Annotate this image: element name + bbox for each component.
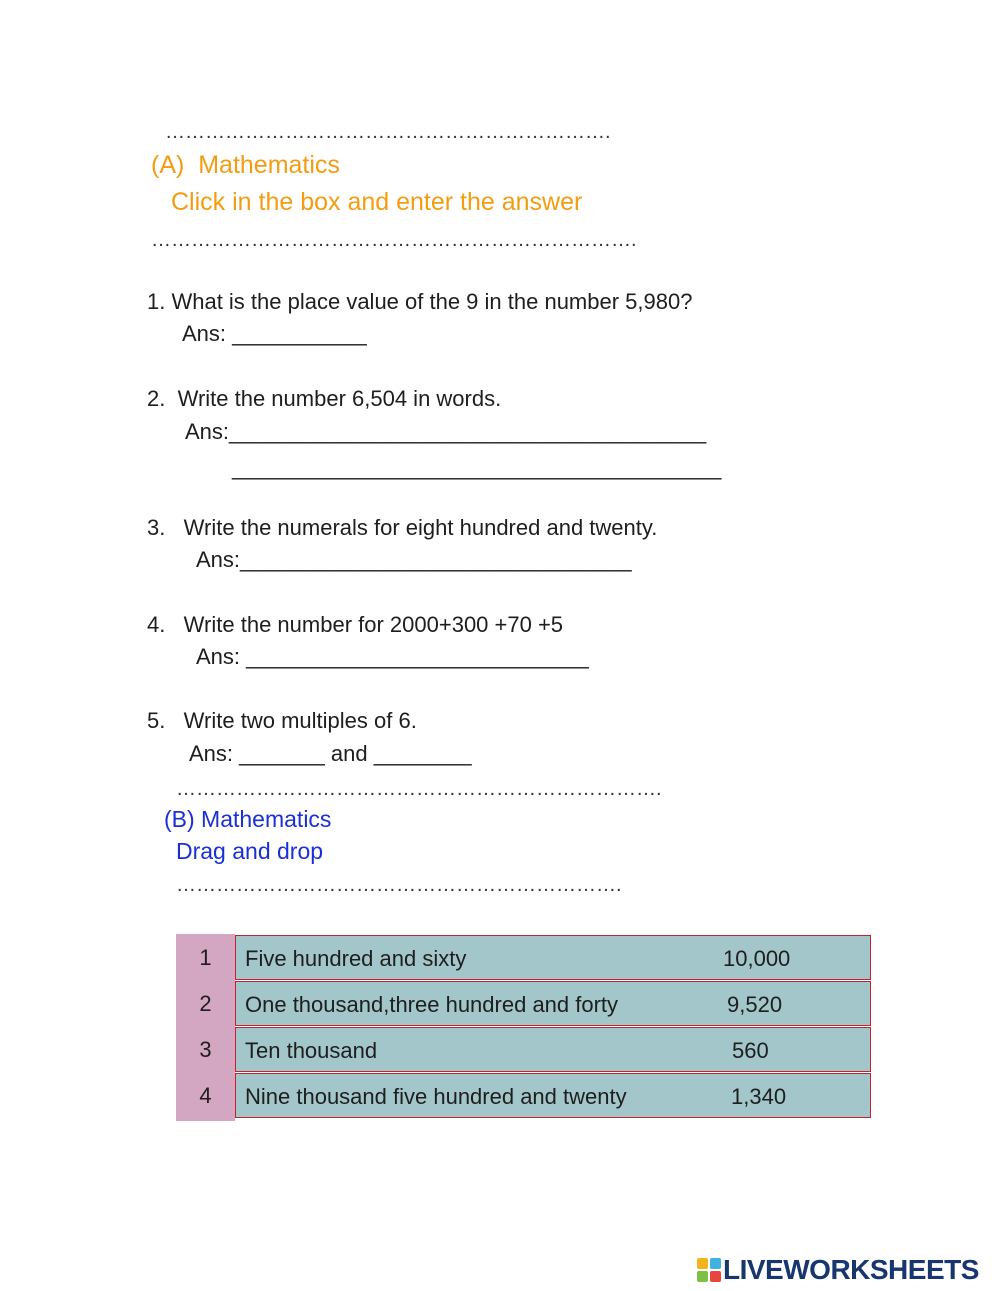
answer-2-field-line-2[interactable]: ________________________________________ [232, 455, 722, 480]
row-value[interactable]: 1,340 [731, 1084, 787, 1109]
answer-4-field[interactable]: Ans: ____________________________ [196, 644, 589, 669]
question-4: 4. Write the number for 2000+300 +70 +5 [147, 612, 564, 637]
question-3: 3. Write the numerals for eight hundred and twenty. [147, 515, 658, 540]
row-text: One thousand,three hundred and forty [245, 992, 619, 1017]
row-number: 2 [199, 991, 212, 1016]
answer-3-field[interactable]: Ans:________________________________ [196, 547, 632, 572]
question-2: 2. Write the number 6,504 in words. [147, 386, 502, 411]
row-text: Five hundred and sixty [245, 946, 467, 971]
row-value[interactable]: 10,000 [723, 946, 791, 971]
row-number: 3 [199, 1037, 212, 1062]
question-5: 5. Write two multiples of 6. [147, 708, 417, 733]
question-1: 1. What is the place value of the 9 in the number 5,980? [147, 289, 693, 314]
row-text: Ten thousand [245, 1038, 378, 1063]
liveworksheets-wordmark: LIVEWORKSHEETS [723, 1254, 979, 1285]
answer-2-field[interactable]: Ans:_______________________________________ [185, 419, 707, 444]
section-b-divider: …………………………………………………………. [176, 874, 622, 896]
table-row[interactable] [235, 1027, 871, 1072]
table-row[interactable] [235, 981, 871, 1026]
answer-1-field[interactable]: Ans: ___________ [182, 321, 367, 346]
liveworksheets-logo-icon [697, 1258, 721, 1282]
section-a-instruction: Click in the box and enter the answer [171, 188, 583, 216]
row-number: 4 [199, 1083, 212, 1108]
top-divider: …………………………………………………………. [165, 121, 611, 143]
row-value[interactable]: 560 [732, 1038, 769, 1063]
matching-table [176, 934, 872, 1121]
section-a-title: (A) Mathematics [151, 151, 340, 179]
row-text: Nine thousand five hundred and twenty [245, 1084, 627, 1109]
section-b-top-divider: ………………………………………………………………. [176, 778, 662, 800]
section-a-divider: ………………………………………………………………. [151, 229, 637, 251]
row-value[interactable]: 9,520 [727, 992, 783, 1017]
table-row[interactable] [235, 935, 871, 980]
table-row[interactable] [235, 1073, 871, 1118]
row-number: 1 [199, 945, 212, 970]
section-b-instruction: Drag and drop [176, 838, 324, 864]
answer-5-field[interactable]: Ans: _______ and ________ [189, 741, 472, 766]
section-b-title: (B) Mathematics [164, 806, 332, 832]
